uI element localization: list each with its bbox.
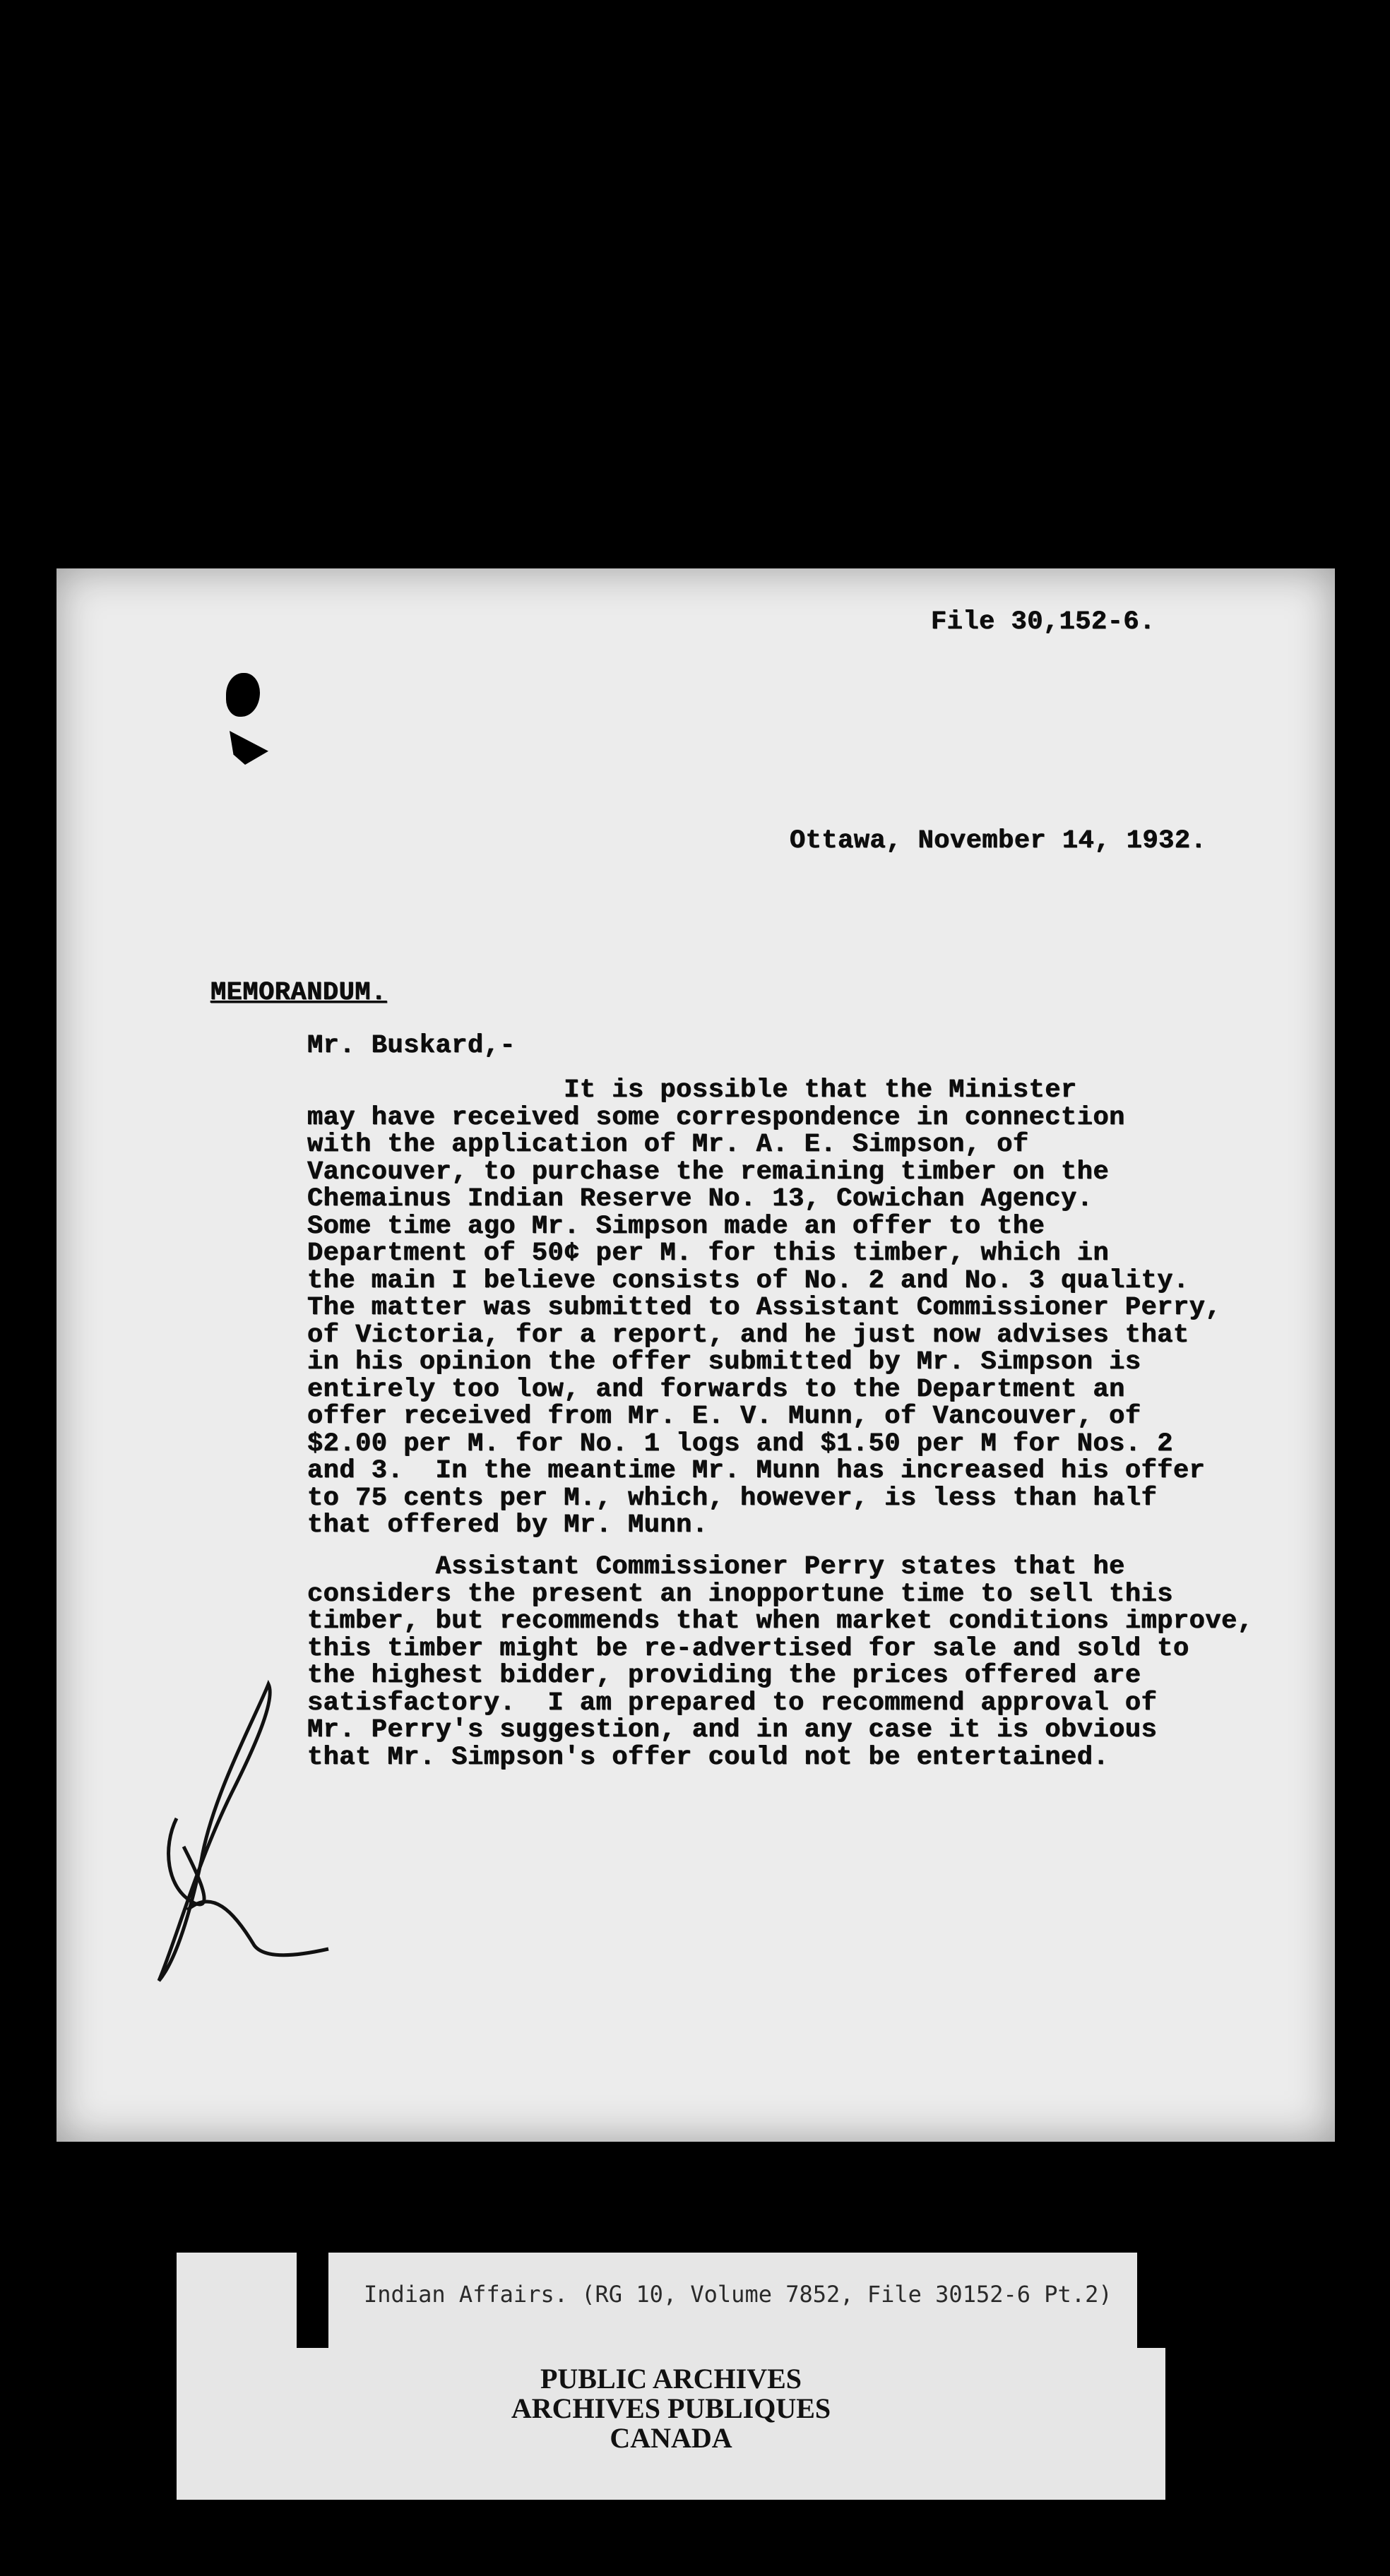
date-line: Ottawa, November 14, 1932. — [790, 826, 1207, 856]
ink-blot — [226, 673, 260, 717]
label-notch — [297, 2253, 328, 2348]
archive-stamp — [177, 2364, 1165, 2453]
body-paragraph-2: Assistant Commissioner Perry states that he considers the present an inopportune time to sell this timber, but recommends that when market conditions improve, this timber might be re-advertised for sale and sold to the highest bidder, providing the prices offered are satisfactory. I am prepared to recommend approval of Mr. Perry's suggestion, and in any case it is obvious that Mr. Simpson's offer could not be entertained. — [307, 1552, 1254, 1772]
archive-line-1: PUBLIC ARCHIVES — [540, 2363, 802, 2395]
archive-line-3: CANADA — [610, 2422, 732, 2454]
file-reference: File 30,152-6. — [931, 607, 1156, 637]
label-notch — [1137, 2253, 1169, 2348]
ink-blot — [230, 731, 268, 765]
archive-label — [177, 2253, 1165, 2500]
body-paragraph-1: It is possible that the Minister may have received some correspondence in connection with the application of Mr. A. E. Simpson, of Vancouver, to purchase the remaining timber on the Chemainus Indian Reserve No. 13, Cowichan Agency. Some time ago Mr. Simpson made an offer to the Department of 50¢ per M. for this timber, which in the main I believe consists of No. 2 and No. 3 quality. The matter was submitted to Assistant Commissioner Perry, of Victoria, for a report, and he just now advises that in his opinion the offer submitted by Mr. Simpson is entirely too low, and forwards to the Department an offer received from Mr. E. V. Munn, of Vancouver, of $2.00 per M. for No. 1 logs and $1.50 per M for Nos. 2 and 3. In the meantime Mr. Munn has increased his offer to 75 cents per M., which, however, is less than half that offered by Mr. Munn. — [307, 1075, 1222, 1540]
handwritten-signature — [134, 1677, 332, 1988]
memo-heading: MEMORANDUM. — [210, 978, 387, 1008]
archive-citation: Indian Affairs. (RG 10, Volume 7852, File 30152-6 Pt.2) — [364, 2281, 1112, 2308]
archive-line-2: ARCHIVES PUBLIQUES — [511, 2392, 831, 2424]
salutation: Mr. Buskard,- — [307, 1031, 516, 1061]
memo-page — [57, 568, 1335, 2142]
